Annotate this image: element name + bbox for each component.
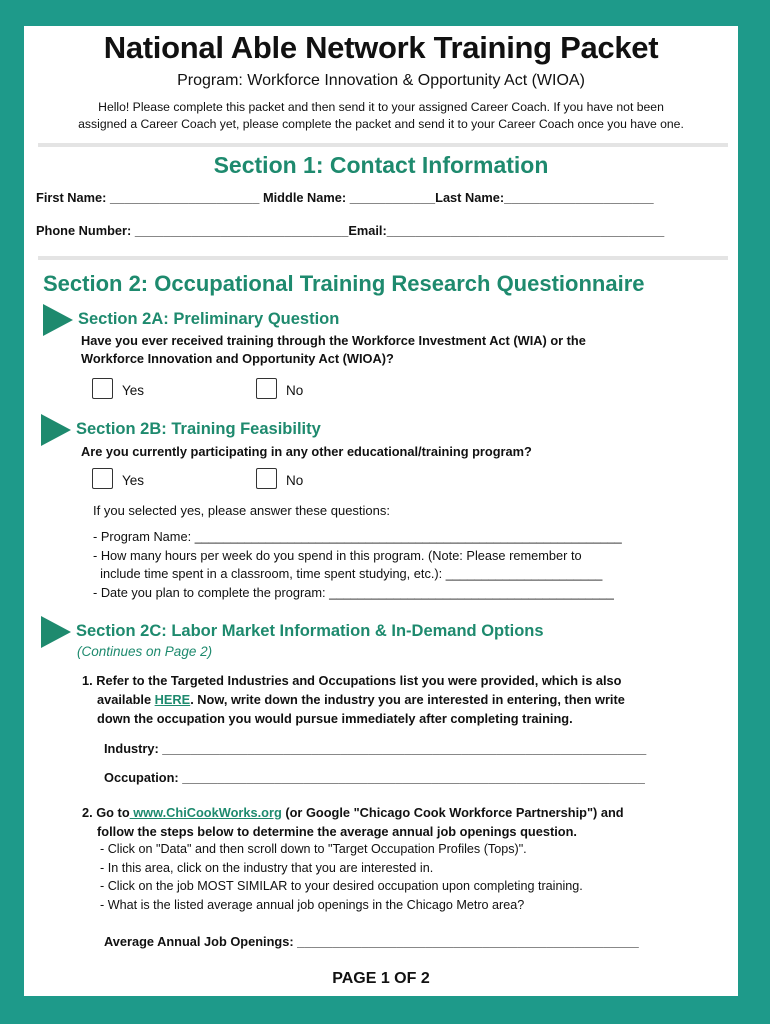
checkbox-label: Yes — [122, 473, 145, 488]
question-line: follow the steps below to determine the average annual job openings question. — [97, 824, 577, 839]
step-item: - What is the listed average annual job openings in the Chicago Metro area? — [100, 898, 525, 912]
triangle-bullet-icon — [41, 414, 71, 446]
question-text: 2. Go to — [82, 805, 130, 820]
question-line: Workforce Innovation and Opportunity Act (WIOA)? — [81, 351, 394, 366]
section-2c-heading: Section 2C: Labor Market Information & In-Demand Options — [76, 622, 544, 640]
completion-date-field[interactable]: - Date you plan to complete the program: ________________________________________ — [93, 585, 614, 600]
checkbox-label: Yes — [122, 383, 145, 398]
checkbox-label: No — [286, 383, 304, 398]
question-1 — [82, 671, 625, 728]
program-subtitle: Program: Workforce Innovation & Opportunity Act (WIOA) — [177, 72, 585, 89]
checkbox-2b-yes[interactable] — [92, 468, 113, 489]
checkbox-2b-no[interactable] — [256, 468, 277, 489]
section-2a-heading: Section 2A: Preliminary Question — [78, 310, 340, 328]
question-line: down the occupation you would pursue immediately after completing training. — [97, 711, 573, 726]
occupation-field[interactable]: Occupation: _________________________________________________________________ — [104, 770, 645, 785]
checkbox-2a-yes[interactable] — [92, 378, 113, 399]
checkbox-2a-no[interactable] — [256, 378, 277, 399]
triangle-bullet-icon — [43, 304, 73, 336]
divider — [38, 256, 728, 260]
divider — [38, 143, 728, 147]
continues-note: (Continues on Page 2) — [77, 644, 213, 659]
question-line — [82, 803, 624, 822]
section-2b-question: Are you currently participating in any other educational/training program? — [81, 444, 532, 459]
contact-fields-line[interactable]: Phone Number: ______________________________Email:_______________________________________ — [36, 223, 665, 238]
step-item: - Click on "Data" and then scroll down to "Target Occupation Profiles (Tops)". — [100, 842, 527, 856]
hours-per-week-text: - How many hours per week do you spend in this program. (Note: Please remember to — [93, 548, 582, 563]
hours-per-week-field[interactable]: include time spent in a classroom, time spent studying, etc.): ______________________ — [93, 566, 603, 581]
name-fields-line[interactable]: First Name: _____________________ Middle Name: ____________Last Name:_____________________ — [36, 190, 654, 205]
question-line: Have you ever received training through the Workforce Investment Act (WIA) or the — [81, 333, 586, 348]
question-line: 1. Refer to the Targeted Industries and Occupations list you were provided, which is also — [82, 673, 622, 688]
section-2a-question — [81, 332, 586, 368]
industry-field[interactable]: Industry: ____________________________________________________________________ — [104, 741, 647, 756]
document-page — [24, 26, 738, 996]
job-openings-field[interactable]: Average Annual Job Openings: ________________________________________________ — [104, 934, 639, 949]
checkbox-label: No — [286, 473, 304, 488]
section-2b-heading: Section 2B: Training Feasibility — [76, 420, 321, 438]
chicookworks-link[interactable]: www.ChiCookWorks.org — [129, 805, 282, 820]
question-text: . Now, write down the industry you are interested in entering, then write — [190, 692, 625, 707]
question-2 — [82, 803, 624, 841]
intro-line-1: Hello! Please complete this packet and then send it to your assigned Career Coach. If you have not been — [98, 100, 664, 114]
step-item: - Click on the job MOST SIMILAR to your desired occupation upon completing training. — [100, 879, 583, 893]
question-line — [82, 690, 625, 709]
followup-text: If you selected yes, please answer these questions: — [93, 503, 391, 518]
step-item: - In this area, click on the industry that you are interested in. — [100, 861, 434, 875]
question-text: available — [97, 692, 155, 707]
section-2-heading: Section 2: Occupational Training Research Questionnaire — [43, 271, 645, 296]
question-text: (or Google "Chicago Cook Workforce Partnership") and — [281, 805, 624, 820]
page-title: National Able Network Training Packet — [103, 30, 659, 65]
intro-text — [42, 99, 720, 133]
here-link[interactable]: HERE — [154, 692, 191, 707]
intro-line-2: assigned a Career Coach yet, please complete the packet and send it to your Career Coach once you have one. — [78, 117, 684, 131]
section-1-heading: Section 1: Contact Information — [213, 152, 549, 178]
triangle-bullet-icon — [41, 616, 71, 648]
page-number: PAGE 1 OF 2 — [332, 970, 430, 987]
program-name-field[interactable]: - Program Name: ____________________________________________________________ — [93, 529, 622, 544]
